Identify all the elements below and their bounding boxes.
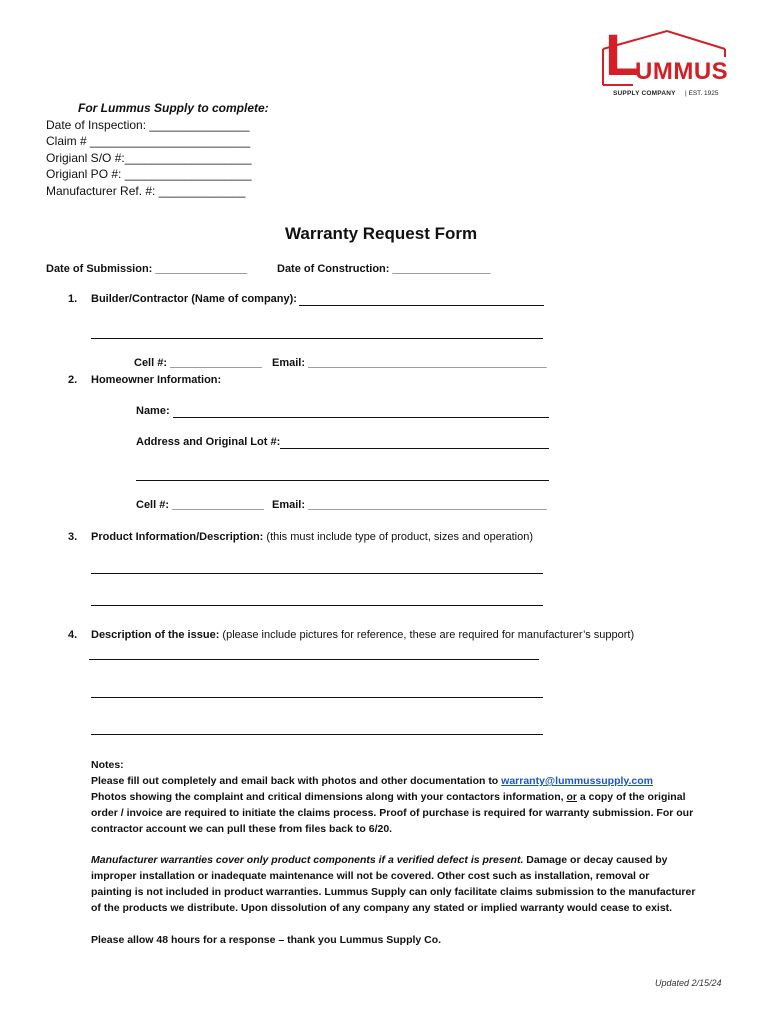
product-info-input-line-1[interactable] [91,573,543,574]
logo-est: | EST. 1925 [685,90,719,97]
section-1-number: 1. [68,293,78,305]
notes-line-3: order / invoice are required to initiate the claims process. Proof of purchase is required for warranty submission. For our [91,807,694,819]
claim-number-field[interactable]: Claim # ________________________ [46,134,251,148]
notes-line-4: contractor account we can pull these from files back to 6/20. [91,823,393,835]
warranty-line-2: improper installation or inadequate maintenance will not be covered. Other cost such as installation, removal or [91,870,650,882]
issue-input-line-1[interactable] [89,659,539,660]
contractor-email-field[interactable]: Email: _______________________________________ [272,357,547,369]
page-title: Warranty Request Form [285,224,478,243]
manufacturer-ref-field[interactable]: Manufacturer Ref. #: _____________ [46,184,246,198]
original-po-field[interactable]: Origianl PO #: ___________________ [46,167,252,181]
product-info-hint: (this must include type of product, sizes and operation) [266,531,533,543]
warranty-line-1 [91,852,668,868]
homeowner-name-label: Name: [136,405,170,417]
original-so-field[interactable]: Origianl S/O #:___________________ [46,151,252,165]
builder-contractor-input-line[interactable] [299,305,544,306]
homeowner-email-field[interactable]: Email: _______________________________________ [272,499,547,511]
warranty-line-4: of the products we distribute. Upon dissolution of any company any stated or implied warranty would cease to exist. [91,902,673,914]
homeowner-name-input-line[interactable] [173,417,549,418]
product-info-label: Product Information/Description: [91,531,264,543]
builder-contractor-label: Builder/Contractor (Name of company): [91,293,297,305]
issue-input-line-3[interactable] [91,734,543,735]
section-2-number: 2. [68,374,78,386]
notes-line-2 [91,789,685,805]
logo-wordmark: UMMUS [635,58,729,85]
product-info-input-line-2[interactable] [91,605,543,606]
logo-letter-l: L [605,23,641,88]
notes-line-2-text: Photos showing the complaint and critical dimensions along with your contactors information, [91,791,567,803]
issue-description-hint: (please include pictures for reference, these are required for manufacturer’s support) [222,629,635,641]
issue-description-label: Description of the issue: [91,629,220,641]
lummus-logo [597,23,732,102]
issue-input-line-2[interactable] [91,697,543,698]
issue-description-heading [91,629,634,641]
homeowner-cell-field[interactable]: Cell #: _______________ [136,499,264,511]
office-heading: For Lummus Supply to complete: [78,101,269,115]
homeowner-info-label: Homeowner Information: [91,374,222,386]
section-4-number: 4. [68,629,78,641]
builder-contractor-input-line-2[interactable] [91,338,543,339]
notes-heading: Notes: [91,759,124,771]
section-3-number: 3. [68,531,78,543]
updated-date: Updated 2/15/24 [655,978,722,988]
logo-company: SUPPLY COMPANY [613,90,676,97]
address-lot-input-line-2[interactable] [136,480,549,481]
notes-line-2-after: a copy of the original [576,791,686,803]
date-of-construction-field[interactable]: Date of Construction: ________________ [277,263,491,275]
contractor-cell-field[interactable]: Cell #: _______________ [134,357,262,369]
date-of-submission-field[interactable]: Date of Submission: _______________ [46,263,248,275]
address-lot-label: Address and Original Lot #: [136,436,281,448]
notes-line-1-text: Please fill out completely and email back with photos and other documentation to [91,775,502,787]
product-info-heading [91,531,533,543]
warranty-line-1-italic: Manufacturer warranties cover only product components if a verified defect is present. [91,854,524,866]
date-of-inspection-field[interactable]: Date of Inspection: _______________ [46,118,250,132]
notes-line-1 [91,773,653,789]
warranty-line-1-after: Damage or decay caused by [523,854,668,866]
warranty-line-3: painting is not included in product warranties. Lummus Supply can only facilitate claims submission to the manufacturer [91,886,696,898]
response-time-note: Please allow 48 hours for a response – thank you Lummus Supply Co. [91,934,442,946]
address-lot-input-line[interactable] [280,448,549,449]
warranty-email-link[interactable]: warranty@lummussupply.com [501,775,653,787]
notes-or-underlined: or [566,791,577,803]
